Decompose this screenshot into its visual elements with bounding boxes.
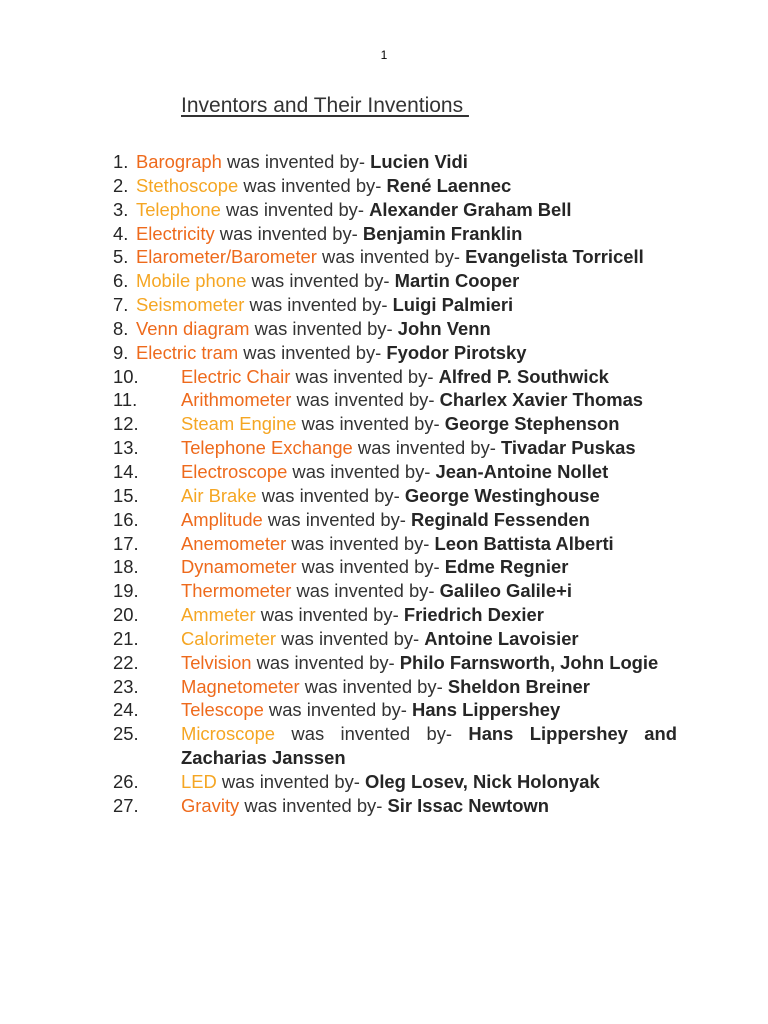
page-title: Inventors and Their Inventions <box>181 94 469 117</box>
invention-name: Telephone Exchange <box>181 437 353 459</box>
inventor-name: Luigi Palmieri <box>392 294 514 316</box>
inventor-name: Philo Farnsworth, John Logie <box>399 651 659 673</box>
connector-text: was invented by- <box>255 604 404 626</box>
list-item <box>113 627 677 651</box>
connector-text: was invented by- <box>262 508 412 530</box>
inventor-name: Oleg Losev, Nick Holonyak <box>365 770 600 792</box>
connector-text: was invented by- <box>238 341 387 363</box>
invention-name: Gravity <box>181 794 240 816</box>
connector-text: was invented by- <box>299 675 448 697</box>
inventor-name: George Stephenson <box>444 413 620 435</box>
invention-name: Stethoscope <box>136 174 239 196</box>
list-item <box>113 269 677 293</box>
item-text <box>136 341 677 365</box>
item-number: 17. <box>113 532 139 554</box>
item-number: 27. <box>113 794 139 816</box>
list-item <box>113 532 677 556</box>
item-text <box>136 293 677 317</box>
inventor-name: Hans Lippershey <box>412 699 561 721</box>
item-number: 6. <box>113 270 129 292</box>
item-number: 2. <box>113 174 129 196</box>
item-number: 3. <box>113 198 129 220</box>
list-item <box>113 675 677 699</box>
connector-text: was invented by- <box>275 723 469 745</box>
item-number: 13. <box>113 437 139 459</box>
item-text <box>181 460 677 484</box>
connector-text: was invented by- <box>221 151 371 172</box>
connector-text: was invented by- <box>296 556 445 578</box>
item-text <box>181 532 677 556</box>
item-number: 14. <box>113 460 139 482</box>
list-item <box>113 412 677 436</box>
invention-name: Anemometer <box>181 532 287 554</box>
connector-text: was invented by- <box>316 246 466 268</box>
item-text <box>181 722 677 770</box>
item-text <box>181 651 677 675</box>
inventor-name: Evangelista Torricell <box>465 246 644 268</box>
connector-text: was invented by- <box>238 174 387 196</box>
item-number: 4. <box>113 222 129 244</box>
item-text <box>136 174 677 198</box>
invention-name: Barograph <box>136 151 222 172</box>
item-number: 1. <box>113 151 129 172</box>
invention-name: Dynamometer <box>181 556 297 578</box>
connector-text: was invented by- <box>220 198 370 220</box>
invention-name: Thermometer <box>181 580 292 602</box>
item-number: 20. <box>113 604 139 626</box>
inventor-name: Lucien Vidi <box>370 151 468 172</box>
invention-name: Venn diagram <box>136 317 250 339</box>
item-number: 22. <box>113 651 139 673</box>
connector-text: was invented by- <box>256 484 405 506</box>
item-number: 26. <box>113 770 139 792</box>
inventor-name: Hans Lippershey and Zacharias Janssen <box>181 723 677 769</box>
item-text <box>181 794 677 818</box>
invention-name: Telvision <box>181 651 252 673</box>
item-text <box>136 222 677 246</box>
item-text <box>136 198 677 222</box>
connector-text: was invented by- <box>296 413 445 435</box>
item-text <box>181 675 677 699</box>
list-item <box>113 484 677 508</box>
list-item <box>113 365 677 389</box>
invention-name: Telephone <box>136 198 221 220</box>
inventor-name: Martin Cooper <box>394 270 520 292</box>
item-number: 10. <box>113 365 139 387</box>
item-number: 16. <box>113 508 139 530</box>
inventor-name: Charlex Xavier Thomas <box>439 389 644 411</box>
list-item <box>113 341 677 365</box>
inventor-name: Tivadar Puskas <box>501 437 636 459</box>
connector-text: was invented by- <box>249 317 398 339</box>
connector-text: was invented by- <box>263 699 413 721</box>
list-item <box>113 388 677 412</box>
list-item <box>113 770 677 794</box>
inventor-name: Antoine Lavoisier <box>424 627 579 649</box>
invention-name: Electric tram <box>136 341 239 363</box>
invention-name: LED <box>181 770 217 792</box>
inventor-name: Edme Regnier <box>444 556 569 578</box>
connector-text: was invented by- <box>291 389 440 411</box>
invention-name: Calorimeter <box>181 627 277 649</box>
item-text <box>136 150 677 174</box>
connector-text: was invented by- <box>287 460 436 482</box>
list-item <box>113 508 677 532</box>
invention-name: Steam Engine <box>181 413 297 435</box>
inventor-name: Sheldon Breiner <box>447 675 590 697</box>
item-number: 18. <box>113 556 139 578</box>
item-number: 24. <box>113 699 139 721</box>
list-item <box>113 794 677 818</box>
item-text <box>181 365 677 389</box>
list-item <box>113 222 677 246</box>
connector-text: was invented by- <box>286 532 435 554</box>
list-item <box>113 245 677 269</box>
inventor-name: George Westinghouse <box>404 484 600 506</box>
item-text <box>181 436 677 460</box>
item-text <box>181 388 677 412</box>
item-number: 5. <box>113 246 129 268</box>
item-number: 23. <box>113 675 139 697</box>
list-item <box>113 651 677 675</box>
list-item <box>113 603 677 627</box>
inventor-name: Jean-Antoine Nollet <box>435 460 609 482</box>
item-number: 21. <box>113 627 139 649</box>
connector-text: was invented by- <box>244 294 393 316</box>
item-number: 11. <box>113 389 138 411</box>
connector-text: was invented by- <box>246 270 395 292</box>
connector-text: was invented by- <box>291 580 440 602</box>
inventor-name: Fyodor Pirotsky <box>386 341 527 363</box>
connector-text: was invented by- <box>216 770 366 792</box>
inventor-name: Alexander Graham Bell <box>369 198 572 220</box>
inventor-name: Benjamin Franklin <box>362 222 523 244</box>
invention-name: Electricity <box>136 222 215 244</box>
item-text <box>181 698 677 722</box>
invention-name: Electric Chair <box>181 365 291 387</box>
invention-name: Mobile phone <box>136 270 247 292</box>
connector-text: was invented by- <box>276 627 425 649</box>
list-item <box>113 579 677 603</box>
inventor-name: Sir Issac Newtown <box>387 794 549 816</box>
list-item <box>113 317 677 341</box>
list-item <box>113 150 677 174</box>
item-text <box>181 484 677 508</box>
list-item <box>113 198 677 222</box>
connector-text: was invented by- <box>214 222 363 244</box>
inventor-name: René Laennec <box>386 174 512 196</box>
item-text <box>181 770 677 794</box>
item-number: 7. <box>113 294 129 316</box>
item-number: 8. <box>113 317 129 339</box>
item-number: 12. <box>113 413 139 435</box>
item-number: 25. <box>113 723 139 745</box>
item-text <box>136 317 677 341</box>
item-text <box>136 269 677 293</box>
item-text <box>181 508 677 532</box>
item-text <box>181 627 677 651</box>
list-item <box>113 436 677 460</box>
item-number: 19. <box>113 580 139 602</box>
list-item <box>113 698 677 722</box>
invention-name: Electroscope <box>181 460 288 482</box>
inventor-name: Friedrich Dexier <box>403 604 544 626</box>
list-item <box>113 174 677 198</box>
item-text <box>181 412 677 436</box>
invention-name: Microscope <box>181 723 276 745</box>
connector-text: was invented by- <box>290 365 439 387</box>
list-item <box>113 460 677 484</box>
invention-name: Arithmometer <box>181 389 292 411</box>
item-text <box>181 579 677 603</box>
inventor-name: John Venn <box>397 317 491 339</box>
invention-name: Telescope <box>181 699 264 721</box>
inventor-name: Galileo Galile+i <box>439 580 572 602</box>
item-text <box>181 603 677 627</box>
invention-name: Ammeter <box>181 604 256 626</box>
list-item <box>113 293 677 317</box>
page-number: 1 <box>380 48 388 62</box>
invention-name: Air Brake <box>181 484 257 506</box>
item-number: 9. <box>113 341 129 363</box>
invention-name: Seismometer <box>136 294 245 316</box>
item-number: 15. <box>113 484 139 506</box>
connector-text: was invented by- <box>352 437 502 459</box>
list-item <box>113 555 677 579</box>
invention-name: Magnetometer <box>181 675 300 697</box>
inventions-list <box>113 150 677 818</box>
inventor-name: Reginald Fessenden <box>411 508 590 530</box>
item-text <box>181 555 677 579</box>
connector-text: was invented by- <box>251 651 400 673</box>
inventor-name: Alfred P. Southwick <box>438 365 609 387</box>
invention-name: Elarometer/Barometer <box>136 246 317 268</box>
list-item <box>113 722 677 770</box>
invention-name: Amplitude <box>181 508 263 530</box>
inventor-name: Leon Battista Alberti <box>434 532 614 554</box>
item-text <box>136 245 677 269</box>
connector-text: was invented by- <box>239 794 388 816</box>
